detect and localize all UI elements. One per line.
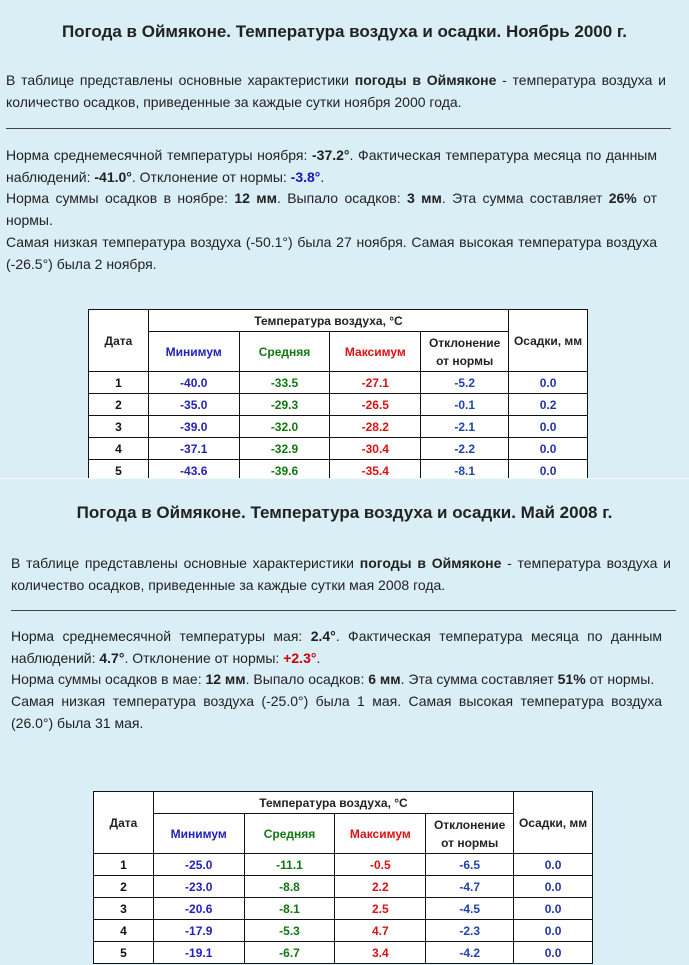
precip-norm-value: 12 мм — [205, 671, 246, 688]
precip-pct-suffix: от нормы. — [585, 671, 655, 688]
table-cell: -19.1 — [153, 942, 244, 964]
table-cell: 1 — [94, 854, 154, 876]
divider — [11, 610, 676, 611]
stats-paragraph — [11, 626, 662, 735]
table-cell: 2.2 — [335, 876, 426, 898]
precip-fell-label: . Выпало осадков: — [276, 190, 407, 207]
table-cell: 2 — [94, 876, 154, 898]
precip-norm-label: Норма суммы осадков в ноябре: — [6, 190, 235, 207]
table-row — [89, 394, 588, 416]
table-cell: 3.4 — [335, 942, 426, 964]
table-cell: -5.3 — [244, 920, 335, 942]
table-cell: -29.3 — [239, 394, 330, 416]
table-cell: -8.1 — [244, 898, 335, 920]
header-max: Максимум — [335, 814, 426, 854]
table-cell: -30.4 — [330, 438, 421, 460]
intro-paragraph — [11, 553, 671, 596]
norm-temp-label: Норма среднемесячной температуры ноября: — [6, 147, 313, 163]
table-cell: -35.4 — [330, 460, 421, 479]
deviation-label: . Отклонение от нормы: — [131, 168, 291, 185]
table-cell: 0.0 — [509, 372, 588, 394]
intro-text: В таблице представлены основные характеристики — [11, 555, 360, 571]
header-min: Минимум — [148, 332, 239, 372]
table-cell: -23.0 — [153, 876, 244, 898]
divider — [6, 128, 671, 129]
table-cell: 0.0 — [514, 920, 593, 942]
header-deviation: Отклонение от нормы — [421, 332, 509, 372]
table-cell: -40.0 — [148, 372, 239, 394]
table-cell: 0.0 — [514, 942, 593, 964]
intro-text-end: - температура воздуха и количество осадков, приведенные за каждые сутки мая 2008 года. — [11, 555, 671, 593]
table-cell: -39.0 — [148, 416, 239, 438]
precip-fell-value: 3 мм — [406, 190, 442, 207]
table-row — [94, 876, 593, 898]
table-cell: 4 — [89, 438, 149, 460]
table-cell: 4 — [94, 920, 154, 942]
table-cell: -32.0 — [239, 416, 330, 438]
header-deviation: Отклонение от нормы — [426, 814, 514, 854]
table-cell: -2.1 — [421, 416, 509, 438]
table-cell: -27.1 — [330, 372, 421, 394]
table-cell: -0.5 — [335, 854, 426, 876]
actual-temp-value: -41.0° — [94, 168, 132, 185]
table-cell: 0.0 — [514, 876, 593, 898]
norm-temp-label: Норма среднемесячной температуры мая: — [11, 628, 311, 644]
table-cell: -4.7 — [426, 876, 514, 898]
precip-pct-value: 51% — [557, 671, 586, 688]
table-cell: -8.1 — [421, 460, 509, 479]
table-cell: -5.2 — [421, 372, 509, 394]
table-cell: -6.7 — [244, 942, 335, 964]
table-cell: -0.1 — [421, 394, 509, 416]
actual-temp-label: . Фактическая температура месяца по данным наблюдений: — [11, 628, 663, 666]
table-row — [94, 898, 593, 920]
table-cell: 4.7 — [335, 920, 426, 942]
precip-pct-label: . Эта сумма составляет — [441, 190, 609, 207]
weather-panel-may — [0, 478, 689, 965]
weather-panel-november — [0, 0, 689, 478]
header-avg: Средняя — [239, 332, 330, 372]
stats-paragraph — [6, 145, 657, 275]
weather-table — [88, 309, 588, 478]
deviation-value: -3.8° — [290, 168, 321, 185]
table-cell: 2.5 — [335, 898, 426, 920]
table-cell: -25.0 — [153, 854, 244, 876]
table-row — [89, 460, 588, 479]
table-cell: 0.2 — [509, 394, 588, 416]
intro-text: В таблице представлены основные характеристики — [6, 72, 355, 88]
table-cell: -43.6 — [148, 460, 239, 479]
table-cell: -17.9 — [153, 920, 244, 942]
norm-temp-value: 2.4° — [310, 628, 336, 644]
header-precip: Осадки, мм — [514, 792, 593, 854]
table-cell: 3 — [94, 898, 154, 920]
header-temp-group: Температура воздуха, °С — [148, 310, 508, 332]
extremes-text: Самая низкая температура воздуха (-25.0°) была 1 мая. Самая высокая температура воздуха (26.0°) была 31 мая. — [11, 693, 662, 731]
deviation-label: . Отклонение от нормы: — [124, 649, 284, 666]
header-temp-group: Температура воздуха, °С — [153, 792, 513, 814]
actual-temp-value: 4.7° — [99, 649, 125, 666]
table-cell: -4.5 — [426, 898, 514, 920]
table-cell: -37.1 — [148, 438, 239, 460]
precip-fell-label: . Выпало осадков: — [245, 671, 369, 688]
page-title: Погода в Оймяконе. Температура воздуха и осадки. Ноябрь 2000 г. — [61, 22, 628, 41]
header-min: Минимум — [153, 814, 244, 854]
punct: . — [316, 649, 321, 666]
table-cell: -6.5 — [426, 854, 514, 876]
table-cell: 5 — [89, 460, 149, 479]
precip-pct-suffix: от нормы. — [6, 190, 658, 229]
header-precip: Осадки, мм — [509, 310, 588, 372]
table-cell: 3 — [89, 416, 149, 438]
table-row — [89, 438, 588, 460]
table-cell: 2 — [89, 394, 149, 416]
page-title: Погода в Оймяконе. Температура воздуха и осадки. Май 2008 г. — [76, 503, 613, 522]
precip-norm-label: Норма суммы осадков в мае: — [11, 671, 206, 688]
table-cell: -2.3 — [426, 920, 514, 942]
table-cell: -2.2 — [421, 438, 509, 460]
table-row — [89, 372, 588, 394]
intro-paragraph — [6, 70, 666, 113]
table-cell: -20.6 — [153, 898, 244, 920]
precip-fell-value: 6 мм — [368, 671, 401, 688]
extremes-text: Самая низкая температура воздуха (-50.1°) была 27 ноября. Самая высокая температура воздуха (-26.5°) была 2 ноября. — [6, 233, 657, 272]
precip-pct-label: . Эта сумма составляет — [400, 671, 558, 688]
punct: . — [320, 168, 325, 185]
weather-link[interactable]: погоды в Оймяконе — [359, 555, 502, 571]
table-cell: -4.2 — [426, 942, 514, 964]
table-cell: -11.1 — [244, 854, 335, 876]
table-cell: 0.0 — [509, 460, 588, 479]
precip-norm-value: 12 мм — [234, 190, 277, 207]
table-cell: -8.8 — [244, 876, 335, 898]
header-date: Дата — [94, 792, 154, 854]
table-cell: 0.0 — [514, 854, 593, 876]
table-cell: 0.0 — [509, 416, 588, 438]
table-cell: -26.5 — [330, 394, 421, 416]
table-cell: -39.6 — [239, 460, 330, 479]
intro-text-end: - температура воздуха и количество осадков, приведенные за каждые сутки ноября 2000 года. — [6, 72, 666, 110]
header-max: Максимум — [330, 332, 421, 372]
table-cell: 0.0 — [514, 898, 593, 920]
header-avg: Средняя — [244, 814, 335, 854]
table-row — [94, 854, 593, 876]
table-cell: 1 — [89, 372, 149, 394]
table-cell: -32.9 — [239, 438, 330, 460]
weather-table — [93, 791, 593, 964]
table-cell: -33.5 — [239, 372, 330, 394]
table-row — [89, 416, 588, 438]
table-cell: 0.0 — [509, 438, 588, 460]
header-date: Дата — [89, 310, 149, 372]
table-cell: -35.0 — [148, 394, 239, 416]
table-cell: -28.2 — [330, 416, 421, 438]
table-cell: 5 — [94, 942, 154, 964]
table-row — [94, 942, 593, 964]
weather-link[interactable]: погоды в Оймяконе — [354, 72, 497, 88]
deviation-value: +2.3° — [283, 649, 317, 666]
precip-pct-value: 26% — [608, 190, 637, 207]
actual-temp-label: . Фактическая температура месяца по данным наблюдений: — [6, 147, 657, 185]
norm-temp-value: -37.2° — [312, 147, 350, 163]
table-row — [94, 920, 593, 942]
